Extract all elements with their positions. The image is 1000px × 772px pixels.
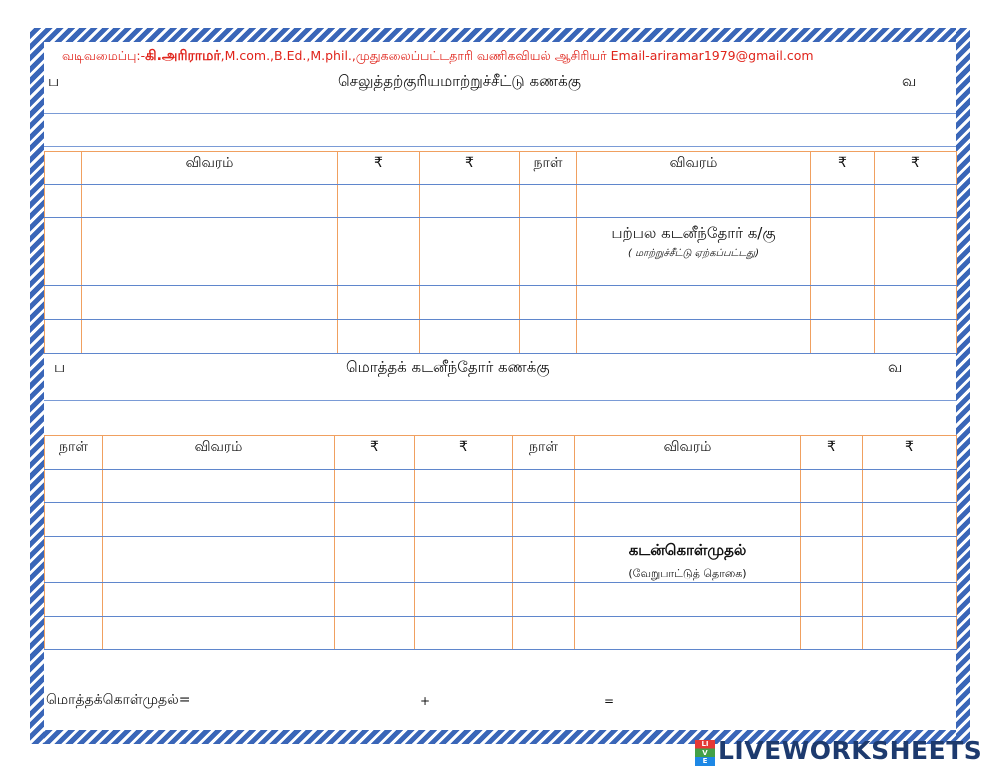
account2-table	[44, 435, 957, 650]
entry-note: (வேறுபாட்டுத் தொகை)	[628, 567, 747, 580]
divider	[44, 400, 956, 401]
col-date-debit: நாள்	[45, 436, 103, 470]
border-left	[30, 28, 44, 744]
col-amount-credit-1: ₹	[811, 152, 875, 185]
equals-sign: =	[604, 694, 615, 708]
table-row	[45, 218, 957, 286]
col-amount-credit-2: ₹	[863, 436, 957, 470]
account1-table	[44, 151, 957, 354]
debit-side-label-1: ப	[48, 72, 60, 90]
border-top	[30, 28, 970, 42]
col-date-credit: நாள்	[513, 436, 575, 470]
entry-cell	[575, 537, 801, 583]
col-amount-credit-1: ₹	[801, 436, 863, 470]
table-row	[45, 617, 957, 650]
table-row	[45, 470, 957, 503]
total-purchases-label: மொத்தக்கொள்முதல்=	[46, 692, 191, 708]
entry-various-creditors: பற்பல கடனீந்தோர் க/கு	[611, 224, 776, 242]
credit-prefix: வடிவமைப்பு:-	[62, 48, 146, 63]
col-amount-debit-2: ₹	[415, 436, 513, 470]
author-credentials: ,M.com.,B.Ed.,M.phil.,முதுகலைப்பட்டதாரி வணிகவியல் ஆசிரியர் Email-ariramar1979@gmail.com	[220, 48, 814, 63]
account1-title: செலுத்தற்குரியமாற்றுச்சீட்டு கணக்கு	[338, 72, 581, 90]
col-particulars-credit: விவரம்	[577, 152, 811, 185]
col-date-credit: நாள்	[520, 152, 577, 185]
col-date-debit	[45, 152, 82, 185]
col-particulars-debit: விவரம்	[103, 436, 335, 470]
table-row	[45, 185, 957, 218]
author-credit	[62, 48, 814, 66]
account2-title: மொத்தக் கடனீந்தோர் கணக்கு	[346, 358, 550, 376]
table-row	[45, 537, 957, 583]
table-row	[45, 320, 957, 354]
table-row	[45, 503, 957, 537]
author-name: கி.அரிராமர்	[145, 48, 221, 64]
entry-credit-purchases: கடன்கொள்முதல்	[628, 541, 747, 559]
credit-side-label-1: வ	[902, 72, 917, 90]
col-particulars-credit: விவரம்	[575, 436, 801, 470]
divider	[44, 146, 956, 147]
col-amount-debit-1: ₹	[338, 152, 420, 185]
col-amount-credit-2: ₹	[875, 152, 957, 185]
col-amount-debit-2: ₹	[420, 152, 520, 185]
table-row	[45, 286, 957, 320]
border-right	[956, 28, 970, 744]
debit-side-label-2: ப	[54, 358, 66, 376]
plus-sign: +	[420, 694, 431, 708]
col-amount-debit-1: ₹	[335, 436, 415, 470]
live-badge-icon: LIVE	[695, 740, 715, 766]
col-particulars-debit: விவரம்	[82, 152, 338, 185]
entry-note: ( மாற்றுச்சீட்டு ஏற்கப்பட்டது)	[627, 248, 759, 259]
brand-logo: LIVEWORKSHEETS	[718, 736, 983, 765]
divider	[44, 113, 956, 114]
table-row	[45, 583, 957, 617]
entry-cell	[577, 218, 811, 286]
credit-side-label-2: வ	[888, 358, 903, 376]
